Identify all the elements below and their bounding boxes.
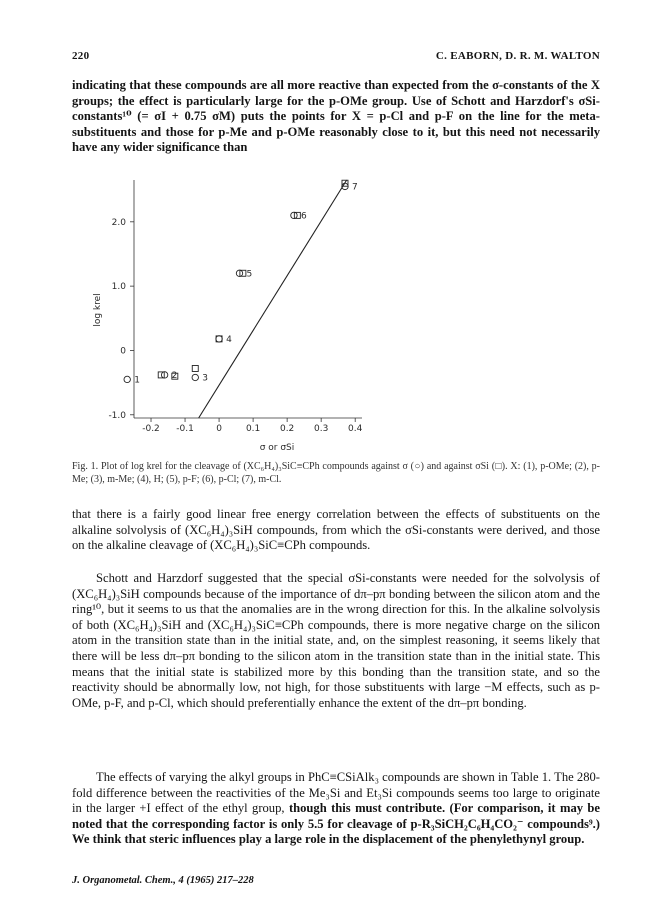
regression-line <box>199 180 347 418</box>
x-tick-label: 0.2 <box>279 424 295 434</box>
paragraph-alkyl-effects <box>72 770 600 848</box>
sigma-point <box>216 336 222 342</box>
page-header <box>72 50 600 66</box>
figure-caption: Fig. 1. Plot of log krel for the cleavage of (XC₆H₄)₃SiC≡CPh compounds against σ (○) and against σSi (□). X: (1), p-OMe; (2), p-Me; (3), m-Me; (4), H; (5), p-F; (6), p-Cl; (7), m-Cl. <box>72 461 600 485</box>
fit-line <box>199 180 347 418</box>
alkyl-effects-conclusion: though this must contribute. (For comparison, it may be noted that the corresponding factor is only 5.5 for cleavage of p-R₃SiCH₂C₆H₄CO₂⁻ compounds⁹.) We think that steric influences play a large role in the displacement of the phenylethynyl group. <box>72 801 600 847</box>
y-tick-label: 0 <box>120 346 126 357</box>
point-label: 5 <box>246 269 253 280</box>
point-label: 6 <box>300 211 307 222</box>
y-axis-label: log krel <box>93 293 103 327</box>
x-tick-label: 0 <box>216 424 222 434</box>
x-tick-label: -0.1 <box>176 424 194 434</box>
x-axis-label: σ or σSi <box>259 443 295 453</box>
y-tick-label: 2.0 <box>111 217 126 228</box>
x-tick-label: -0.2 <box>142 424 160 434</box>
paragraph-discussion: Schott and Harzdorf suggested that the special σSi-constants were needed for the solvolysis of (XC₆H₄)₃SiH compounds because of the importance of dπ–pπ bonding between the silicon atom and the ring¹⁰, but it seems to us that the anomalies are in the wrong direction for this. In the alkaline solvolysis of both (XC₆H₄)₃SiH and (XC₆H₄)₃SiC≡CPh compounds, there is more negative charge on the silicon atom in the transition state than in the initial state, and, on the simplest reasoning, it seems likely that there will be less dπ–pπ bonding to the silicon atom in the transition state than in the initial state. This means that the initial state is stabilized more by this bonding than the transition state, and so the reactivity should be abnormally low, not high, for those substituents with large −M effects, such as p-OMe, p-F, and p-Cl, which should preferentially enhance the extent of the dπ–pπ bonding. <box>72 571 600 710</box>
x-tick-label: 0.1 <box>245 424 261 434</box>
y-tick-label: 1.0 <box>111 282 126 293</box>
sigma-si-point <box>192 365 198 371</box>
running-head-authors: C. EABORN, D. R. M. WALTON <box>435 50 600 62</box>
alkyl-effects-text: The effects of varying the alkyl groups in PhC≡CSiAlk₃ compounds are shown in Table 1. The 280-fold difference between the reactivities of the Me₃Si and Et₃Si compounds seems too large to originate in the larger +I effect of the ethyl group, <box>72 770 600 816</box>
y-tick-label: -1.0 <box>108 410 126 421</box>
point-label: 3 <box>202 373 208 384</box>
figure-1 <box>72 170 600 455</box>
scatter-plot <box>72 170 600 455</box>
plot-axes <box>108 180 362 434</box>
point-label: 2 <box>171 370 178 381</box>
x-tick-label: 0.3 <box>314 424 329 434</box>
point-label: 7 <box>351 182 358 193</box>
paragraph-correlation: that there is a fairly good linear free energy correlation between the effects of substituents on the alkaline solvolysis of (XC₆H₄)₃SiH compounds, from which the σSi-constants were derived, and those on the alkaline cleavage of (XC₆H₄)₃SiC≡CPh compounds. <box>72 507 600 553</box>
paragraph-intro: indicating that these compounds are all more reactive than expected from the σ-constants of the X groups; the effect is particularly large for the p-OMe group. Use of Schott and Harzdorf's σSi-constants¹⁰ (= σI + 0.75 σM) puts the points for X = p-Cl and p-F on the line for the meta-substituents and those for p-Me and p-OMe reasonably close to it, but this need not necessarily have any wider significance than <box>72 78 600 155</box>
page-number: 220 <box>72 50 90 62</box>
point-label: 4 <box>226 334 232 345</box>
sigma-point <box>124 376 130 382</box>
data-markers <box>124 180 358 385</box>
journal-citation: J. Organometal. Chem., 4 (1965) 217–228 <box>72 875 254 886</box>
x-tick-label: 0.4 <box>348 424 363 434</box>
point-label: 1 <box>134 375 140 386</box>
sigma-point <box>192 374 198 380</box>
